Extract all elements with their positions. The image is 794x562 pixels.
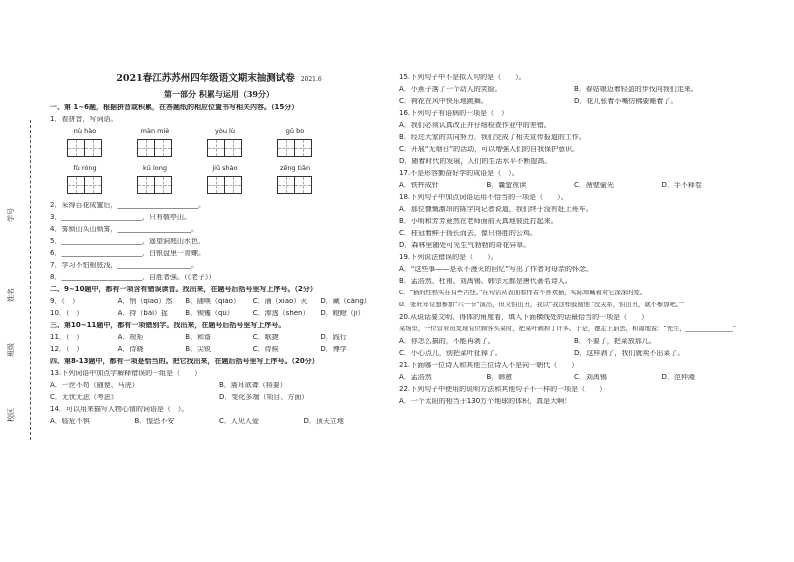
option: A．一个太阳的相当于130万个地球的体积，真是大啊！ bbox=[399, 398, 572, 405]
option: A．持（bǎi）捉 bbox=[117, 310, 169, 317]
question-number: 9．（ ） bbox=[50, 298, 79, 305]
question-8: 8．_______________________，自胜者强。（《老子》） bbox=[50, 274, 216, 281]
question-19: 19.下列说法错误的是（ ）。 bbox=[399, 254, 498, 261]
writing-cell[interactable] bbox=[137, 176, 155, 194]
writing-cell[interactable] bbox=[137, 139, 155, 157]
margin-label-campus: 校区 bbox=[7, 408, 15, 422]
writing-cell[interactable] bbox=[207, 176, 225, 194]
question-17: 17.不是形容勤奋好学的成语是（ ）。 bbox=[399, 170, 519, 177]
question-5: 5．_______________________，遥望洞庭山水色， bbox=[50, 238, 205, 245]
writing-cell[interactable] bbox=[277, 176, 295, 194]
part-heading: 第一部分 积累与运用（39分） bbox=[164, 89, 274, 99]
writing-cell[interactable] bbox=[67, 139, 85, 157]
question-14-options bbox=[50, 418, 388, 430]
option: A．悄（qiāo）然 bbox=[117, 298, 173, 305]
option: C．“猫的性格实在有些古怪。”在句话从表面看作者不喜欢猫，实际却藏着对它深深的爱。 bbox=[399, 290, 647, 296]
pinyin: nù hào bbox=[73, 127, 97, 135]
option: D．践行 bbox=[320, 334, 347, 341]
question-7: 7．学习不怕根底浅，_____________________。 bbox=[50, 262, 198, 269]
option: C．人见人爱 bbox=[219, 418, 259, 425]
option: C．涌（xiāo）灭 bbox=[252, 298, 308, 305]
question-4: 4．雾锁山头山锁雾，_____________________。 bbox=[50, 226, 198, 233]
option: D．顶天立地 bbox=[303, 418, 344, 425]
option: C．凿壁偷光 bbox=[574, 182, 614, 189]
option: A．我们必须认真改正并仔细检查作业中的差错。 bbox=[399, 122, 551, 129]
question-10 bbox=[50, 310, 388, 322]
writing-cell[interactable] bbox=[154, 139, 172, 157]
pinyin: kū long bbox=[143, 164, 167, 172]
question-20-options-b bbox=[399, 350, 749, 362]
left-column bbox=[50, 74, 388, 430]
question-number: 12．（ ） bbox=[50, 346, 84, 353]
question-6: 6．_______________________，白银盘里一青螺。 bbox=[50, 250, 205, 257]
question-2: 2．采得百花成蜜后，_______________________。 bbox=[50, 202, 205, 209]
option: C．小心点儿，别把菜叶扯掉了。 bbox=[399, 350, 502, 357]
option: A．那位慷慨激昂的陈宇向记者说道，我们终于没有赶上班车。 bbox=[399, 206, 593, 213]
option: A．孟浩然 bbox=[399, 374, 432, 381]
pinyin: fù róng bbox=[73, 164, 97, 172]
option: A．“这些事——是永不漫灭的回忆”写出了作者对母亲的怀念。 bbox=[399, 266, 594, 273]
option: B．锲镵（qù） bbox=[185, 310, 234, 317]
option: D．森林里随处可见生气勃勃的奇花异草。 bbox=[399, 242, 531, 249]
writing-cell[interactable] bbox=[224, 139, 242, 157]
question-11 bbox=[50, 334, 388, 346]
option: A．小燕子落了一个动人的笑脸。 bbox=[399, 86, 502, 93]
option: C．荷花在风中快乐地跳舞。 bbox=[399, 98, 488, 105]
option: D．花儿张着小嘴仿佛要睡着了。 bbox=[574, 98, 678, 105]
writing-cell[interactable] bbox=[84, 139, 102, 157]
option: B．春姑娘迈着轻盈的步伐向我们走来。 bbox=[574, 86, 698, 93]
question-12 bbox=[50, 346, 388, 358]
option: C．歌捷 bbox=[252, 334, 279, 341]
question-15-options-a bbox=[399, 86, 749, 98]
writing-cell[interactable] bbox=[294, 139, 312, 157]
pinyin: zēng tiān bbox=[279, 164, 311, 172]
option: D．这样剥了，我们就卖不出菜了。 bbox=[574, 350, 685, 357]
writing-cell[interactable] bbox=[154, 176, 172, 194]
writing-cell[interactable] bbox=[207, 139, 225, 157]
question-number: 11．（ ） bbox=[50, 334, 84, 341]
question-17-options bbox=[399, 182, 749, 194]
option: B．尖锐 bbox=[185, 346, 211, 353]
question-18: 18.下列句子中加点词语运用不恰当的一项是（ ）。 bbox=[399, 194, 568, 201]
question-15: 15.下列句子中不是拟人句的是（ ）。 bbox=[399, 74, 526, 81]
option: D．博学 bbox=[320, 346, 347, 353]
option: B．不要了，把菜放那儿。 bbox=[574, 338, 656, 345]
pinyin: yòu lù bbox=[215, 127, 235, 135]
option: D．随着时代的发展，人们的生活水平不断提高。 bbox=[399, 158, 552, 165]
question-13: 13.下列词语中加点字解释错误的一组是（ ） bbox=[50, 370, 202, 377]
option: A．侍晓 bbox=[117, 346, 144, 353]
writing-cell[interactable] bbox=[67, 176, 85, 194]
pinyin-row-1 bbox=[50, 128, 388, 139]
option: D．变化多端（项目、方面） bbox=[219, 394, 309, 401]
option: C．桂冠着鲜于扬长而去，像只得胜的公鸡。 bbox=[399, 230, 537, 237]
option: B．经过大家的共同努力，我们完成了相关宣传报道的工作。 bbox=[399, 134, 586, 141]
question-13-options-b bbox=[50, 394, 388, 406]
option: D．张旺年常想参加“六一节”演出，但又怕出丑，我以“我这样鼓励他 ‘没关系，怕出丑，就不参加吧。’” bbox=[399, 302, 685, 308]
question-14: 14．可以用来描写人物心情的词语是（ ）。 bbox=[50, 406, 189, 413]
option: D．手不释卷 bbox=[661, 182, 702, 189]
writing-cell[interactable] bbox=[224, 176, 242, 194]
section-3-heading: 三、第10~11题中，都有一项错别字。找出来，在题号后括号里写上序号。 bbox=[50, 322, 286, 329]
option: A．你怎么搞的，不能再剥了。 bbox=[399, 338, 495, 345]
option: D．范仲淹 bbox=[661, 374, 695, 381]
question-number: 10．（ ） bbox=[50, 310, 84, 317]
writing-grid-row-1 bbox=[50, 139, 388, 165]
writing-grid-row-2 bbox=[50, 176, 388, 202]
option: C．开展“无烟日”的活动，可以增强人们的自我保护意识。 bbox=[399, 146, 580, 153]
writing-cell[interactable] bbox=[277, 139, 295, 157]
option: C．渗透（shèn） bbox=[252, 310, 310, 317]
question-21-options bbox=[399, 374, 749, 386]
option: A．规矩 bbox=[117, 334, 144, 341]
option: B．和谐 bbox=[185, 334, 211, 341]
question-22: 22.下列句子中使用的说明方法和其他句子不一样的一项是（ ） bbox=[399, 386, 607, 393]
pinyin: gū bo bbox=[285, 127, 305, 135]
question-20: 20.从说话要文明、得体的角度看，填入下面横线处的话最恰当的一项是（ ） bbox=[399, 314, 649, 321]
margin-label-name: 姓名 bbox=[7, 288, 15, 302]
pinyin: jiǔ shào bbox=[212, 164, 238, 172]
binding-margin bbox=[0, 0, 50, 562]
option: A．一丝不苟（随便、马虎） bbox=[50, 382, 139, 389]
option: B．震耳欲聋（将要） bbox=[219, 382, 287, 389]
option: B．孟浩然、杜甫、刘禹锡、韩宗元都是唐代著名诗人。 bbox=[399, 278, 572, 285]
question-15-options-b bbox=[399, 98, 749, 110]
option: C．侍候 bbox=[252, 346, 279, 353]
option: B．小明和芳芳竟然在老师面前天真地彼此打起来。 bbox=[399, 218, 558, 225]
option: D．藏（cáng） bbox=[320, 298, 371, 305]
question-1: 1．看拼音，写词语。 bbox=[50, 116, 118, 123]
margin-label-class: 班级 bbox=[7, 343, 15, 357]
section-4-heading: 四、第8-13题中，都有一项是恰当的。把它找出来，在题后括号里写上序号。（20分） bbox=[50, 358, 319, 365]
section-2-heading: 二、9~10题中，都有一项含有错误读音。找出来，在题号后括号里写上序号。（2分） bbox=[50, 286, 317, 293]
question-3: 3．_______________________，只有敬亭山。 bbox=[50, 214, 191, 221]
option: B．韩愈 bbox=[486, 374, 513, 381]
binding-line bbox=[30, 120, 31, 440]
pinyin-row-2 bbox=[50, 165, 388, 176]
option: B．惶恐不安 bbox=[134, 418, 175, 425]
option: B．囊萤夜读 bbox=[486, 182, 527, 189]
option: D．瞪瞪（jì） bbox=[320, 310, 365, 317]
question-20-options-a bbox=[399, 338, 749, 350]
option: C．刘禹锡 bbox=[574, 374, 607, 381]
pinyin: màn miè bbox=[140, 127, 170, 135]
right-column bbox=[399, 74, 749, 410]
writing-cell[interactable] bbox=[84, 176, 102, 194]
question-20-passage: 菜场里，一位营业员发现有位顾客买菜时，把菜叶剥掉了许多。于是，她走上前去，和蔼地说：“先生，_______________” bbox=[399, 326, 737, 332]
section-1-heading: 一、第 1~6题，根据拼音或积累，在答题纸的相应位置书写相关内容。（15分） bbox=[50, 104, 299, 111]
question-21: 21.下面哪一位诗人和其他三位诗人不是同一朝代（ ） bbox=[399, 362, 579, 369]
option: A．临危不惧 bbox=[50, 418, 90, 425]
question-9 bbox=[50, 298, 388, 310]
margin-label-id: 学号 bbox=[7, 208, 15, 222]
option: A．铁杵成针 bbox=[399, 182, 439, 189]
exam-title: 2021春江苏苏州四年级语文期末抽测试卷 2021.6 bbox=[116, 73, 322, 84]
question-16: 16.下列句子有语病的一项是（ ） bbox=[399, 110, 509, 117]
question-13-options-a bbox=[50, 382, 388, 394]
writing-cell[interactable] bbox=[294, 176, 312, 194]
option: B．随唤（qiào） bbox=[185, 298, 240, 305]
option: C．无忧无虑（考虑） bbox=[50, 394, 118, 401]
exam-date: 2021.6 bbox=[300, 76, 322, 83]
